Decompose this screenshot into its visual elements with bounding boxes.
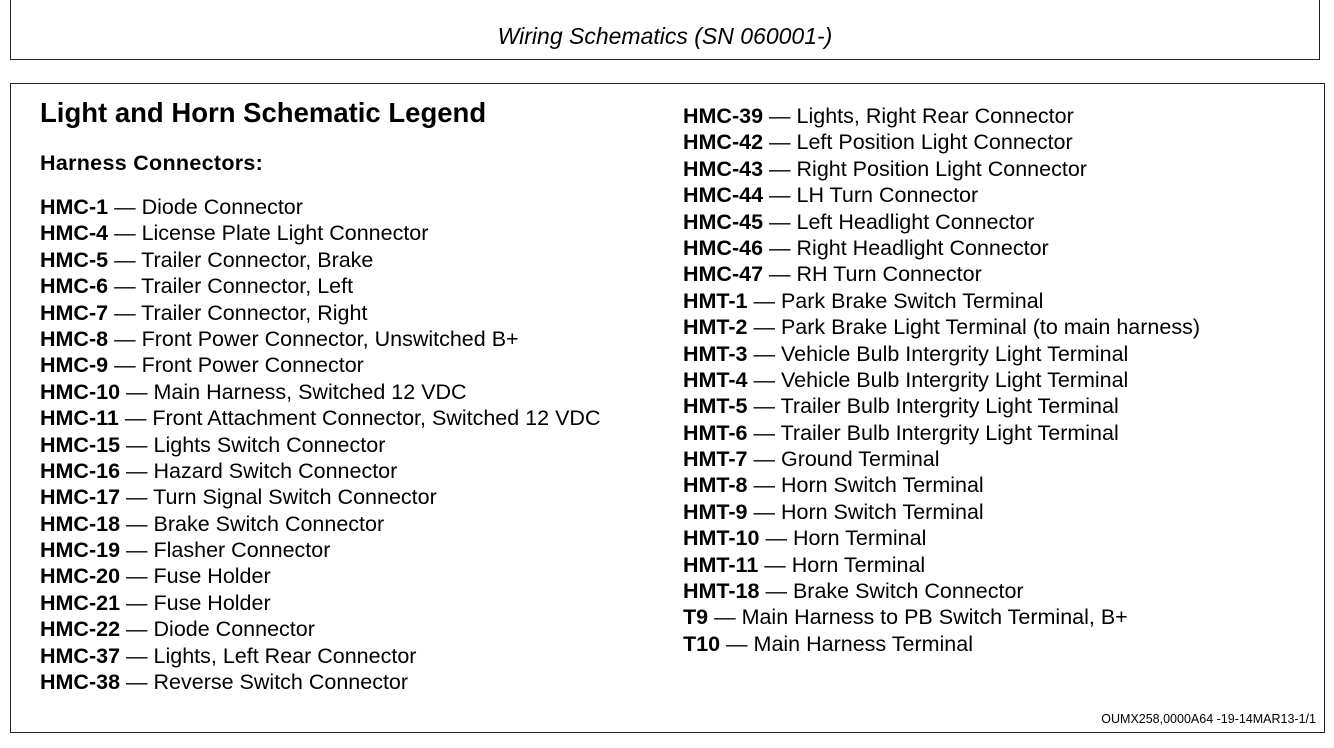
page-title: Wiring Schematics (SN 060001-) — [497, 23, 833, 49]
connector-code: HMC-8 — [40, 326, 109, 351]
list-item — [40, 352, 600, 378]
separator: — — [753, 447, 775, 472]
connector-code: T9 — [683, 605, 709, 630]
connector-code: HMC-1 — [40, 195, 109, 219]
separator: — — [753, 341, 775, 366]
list-item — [40, 379, 600, 405]
separator: — — [769, 130, 791, 155]
separator: — — [753, 499, 775, 524]
connector-description: Lights, Right Rear Connector — [796, 104, 1074, 128]
connector-description: Reverse Switch Connector — [153, 670, 409, 695]
connector-code: HMT-7 — [683, 447, 748, 472]
connector-description: Horn Switch Terminal — [780, 499, 984, 524]
list-item — [683, 209, 1200, 235]
separator: — — [769, 209, 791, 234]
list-item — [683, 525, 1200, 551]
connector-code: HMC-17 — [40, 485, 121, 510]
list-item — [683, 604, 1200, 630]
separator: — — [126, 617, 148, 642]
separator: — — [126, 670, 148, 695]
separator: — — [126, 432, 148, 457]
connector-code: HMT-9 — [683, 499, 748, 524]
separator: — — [753, 420, 775, 445]
connector-list-right — [683, 103, 1200, 657]
list-item — [40, 194, 600, 220]
connector-code: HMT-10 — [683, 526, 760, 551]
connector-description: Lights Switch Connector — [153, 432, 386, 457]
connector-description: Trailer Connector, Left — [141, 274, 354, 299]
list-item — [683, 103, 1200, 129]
list-item — [40, 484, 600, 510]
connector-code: HMC-44 — [683, 183, 764, 208]
separator: — — [126, 643, 148, 668]
separator: — — [124, 406, 147, 431]
connector-description: Main Harness to PB Switch Terminal, B+ — [741, 605, 1128, 630]
list-item — [683, 393, 1200, 419]
connector-code: HMT-1 — [683, 288, 748, 313]
document-reference: OUMX258,0000A64 -19-14MAR13-1/1 — [1101, 712, 1316, 726]
list-item — [683, 446, 1200, 472]
connector-description: LH Turn Connector — [796, 183, 979, 208]
connector-description: Horn Terminal — [792, 526, 927, 551]
separator: — — [769, 104, 791, 128]
separator: — — [769, 235, 791, 260]
separator: — — [126, 458, 148, 483]
connector-description: Horn Terminal — [791, 552, 926, 577]
separator: — — [114, 247, 136, 272]
connector-code: HMT-4 — [683, 367, 748, 392]
connector-code: HMC-37 — [40, 643, 121, 668]
connector-description: Right Headlight Connector — [796, 235, 1049, 260]
separator: — — [769, 262, 791, 287]
list-item — [40, 590, 600, 616]
connector-description: Flasher Connector — [153, 538, 331, 563]
list-item — [40, 563, 600, 589]
connector-description: Front Power Connector — [141, 353, 364, 378]
separator: — — [114, 326, 136, 351]
list-item — [683, 420, 1200, 446]
connector-description: Vehicle Bulb Intergrity Light Terminal — [780, 367, 1129, 392]
list-item — [683, 552, 1200, 578]
connector-description: Front Attachment Connector, Switched 12 VDC — [152, 406, 601, 431]
connector-code: HMC-43 — [683, 156, 764, 181]
separator: — — [114, 221, 136, 246]
list-item — [683, 631, 1200, 657]
connector-description: Turn Signal Switch Connector — [153, 485, 437, 510]
list-item — [683, 314, 1200, 340]
connector-description: Fuse Holder — [153, 564, 271, 589]
connector-list-left — [40, 194, 600, 695]
list-item — [683, 235, 1200, 261]
list-item — [40, 669, 600, 695]
list-item — [683, 129, 1200, 155]
connector-description: Front Power Connector, Unswitched B+ — [141, 326, 519, 351]
list-item — [40, 537, 600, 563]
separator: — — [753, 315, 775, 340]
separator: — — [765, 526, 787, 551]
connector-description: Trailer Bulb Intergrity Light Terminal — [780, 420, 1119, 445]
connector-description: Park Brake Switch Terminal — [780, 288, 1044, 313]
connector-code: HMC-10 — [40, 379, 121, 404]
connector-code: HMC-42 — [683, 130, 764, 155]
connector-code: HMC-6 — [40, 274, 109, 299]
connector-code: HMT-8 — [683, 473, 748, 498]
list-item — [683, 472, 1200, 498]
connector-description: Vehicle Bulb Intergrity Light Terminal — [780, 341, 1129, 366]
list-item — [683, 261, 1200, 287]
connector-description: Diode Connector — [153, 617, 315, 642]
connector-code: T10 — [683, 631, 721, 656]
separator: — — [114, 274, 136, 299]
separator: — — [714, 605, 736, 630]
list-item — [40, 247, 600, 273]
connector-code: HMC-22 — [40, 617, 121, 642]
list-item — [40, 220, 600, 246]
page-header — [10, 0, 1320, 60]
connector-code: HMC-38 — [40, 670, 121, 695]
connector-code: HMC-15 — [40, 432, 121, 457]
list-item — [40, 300, 600, 326]
separator: — — [769, 183, 791, 208]
separator: — — [753, 473, 775, 498]
connector-description: Fuse Holder — [153, 590, 271, 615]
connector-description: License Plate Light Connector — [141, 221, 429, 246]
connector-description: Park Brake Light Terminal (to main harness) — [780, 315, 1200, 340]
separator: — — [753, 367, 775, 392]
separator: — — [769, 156, 791, 181]
connector-description: Trailer Connector, Brake — [141, 247, 374, 272]
connector-code: HMC-16 — [40, 458, 121, 483]
separator: — — [114, 300, 136, 325]
connector-code: HMT-11 — [683, 552, 759, 577]
connector-code: HMC-39 — [683, 104, 764, 128]
connector-description: Trailer Bulb Intergrity Light Terminal — [780, 394, 1119, 419]
list-item — [683, 578, 1200, 604]
connector-code: HMC-19 — [40, 538, 121, 563]
list-item — [40, 405, 600, 431]
separator: — — [764, 552, 786, 577]
separator: — — [126, 511, 148, 536]
list-item — [683, 499, 1200, 525]
list-item — [40, 432, 600, 458]
separator: — — [126, 538, 148, 563]
connector-code: HMC-9 — [40, 353, 109, 378]
connector-code: HMC-11 — [40, 406, 119, 431]
connector-code: HMT-18 — [683, 579, 760, 604]
separator: — — [126, 564, 148, 589]
connector-description: Left Position Light Connector — [796, 130, 1073, 155]
connector-code: HMC-46 — [683, 235, 764, 260]
section-heading: Harness Connectors: — [40, 151, 264, 175]
legend-title: Light and Horn Schematic Legend — [40, 97, 487, 128]
list-item — [40, 458, 600, 484]
connector-description: Main Harness, Switched 12 VDC — [153, 379, 467, 404]
separator: — — [753, 394, 775, 419]
connector-description: Diode Connector — [141, 195, 303, 219]
connector-code: HMT-3 — [683, 341, 748, 366]
connector-description: Ground Terminal — [780, 447, 940, 472]
connector-code: HMC-5 — [40, 247, 109, 272]
connector-code: HMC-47 — [683, 262, 764, 287]
separator: — — [114, 353, 136, 378]
separator: — — [126, 485, 148, 510]
connector-code: HMC-4 — [40, 221, 109, 246]
connector-code: HMC-18 — [40, 511, 121, 536]
separator: — — [753, 288, 775, 313]
separator: — — [726, 631, 748, 656]
list-item — [40, 616, 600, 642]
connector-code: HMC-21 — [40, 590, 121, 615]
list-item — [683, 341, 1200, 367]
connector-description: Lights, Left Rear Connector — [153, 643, 417, 668]
connector-description: Horn Switch Terminal — [780, 473, 984, 498]
list-item — [40, 643, 600, 669]
connector-code: HMT-6 — [683, 420, 748, 445]
connector-code: HMC-20 — [40, 564, 121, 589]
separator: — — [126, 379, 148, 404]
connector-description: Trailer Connector, Right — [141, 300, 368, 325]
connector-code: HMT-2 — [683, 315, 748, 340]
connector-description: Brake Switch Connector — [792, 579, 1024, 604]
connector-description: RH Turn Connector — [796, 262, 982, 287]
list-item — [683, 182, 1200, 208]
list-item — [40, 273, 600, 299]
list-item — [683, 156, 1200, 182]
list-item — [683, 367, 1200, 393]
connector-description: Hazard Switch Connector — [153, 458, 398, 483]
separator: — — [126, 590, 148, 615]
separator: — — [765, 579, 787, 604]
list-item — [40, 326, 600, 352]
connector-description: Brake Switch Connector — [153, 511, 385, 536]
separator: — — [114, 195, 136, 219]
legend-panel — [10, 83, 1325, 733]
list-item — [683, 288, 1200, 314]
connector-code: HMT-5 — [683, 394, 748, 419]
connector-code: HMC-7 — [40, 300, 109, 325]
list-item — [40, 511, 600, 537]
connector-description: Right Position Light Connector — [796, 156, 1087, 181]
connector-description: Main Harness Terminal — [753, 631, 973, 656]
connector-code: HMC-45 — [683, 209, 764, 234]
connector-description: Left Headlight Connector — [796, 209, 1035, 234]
